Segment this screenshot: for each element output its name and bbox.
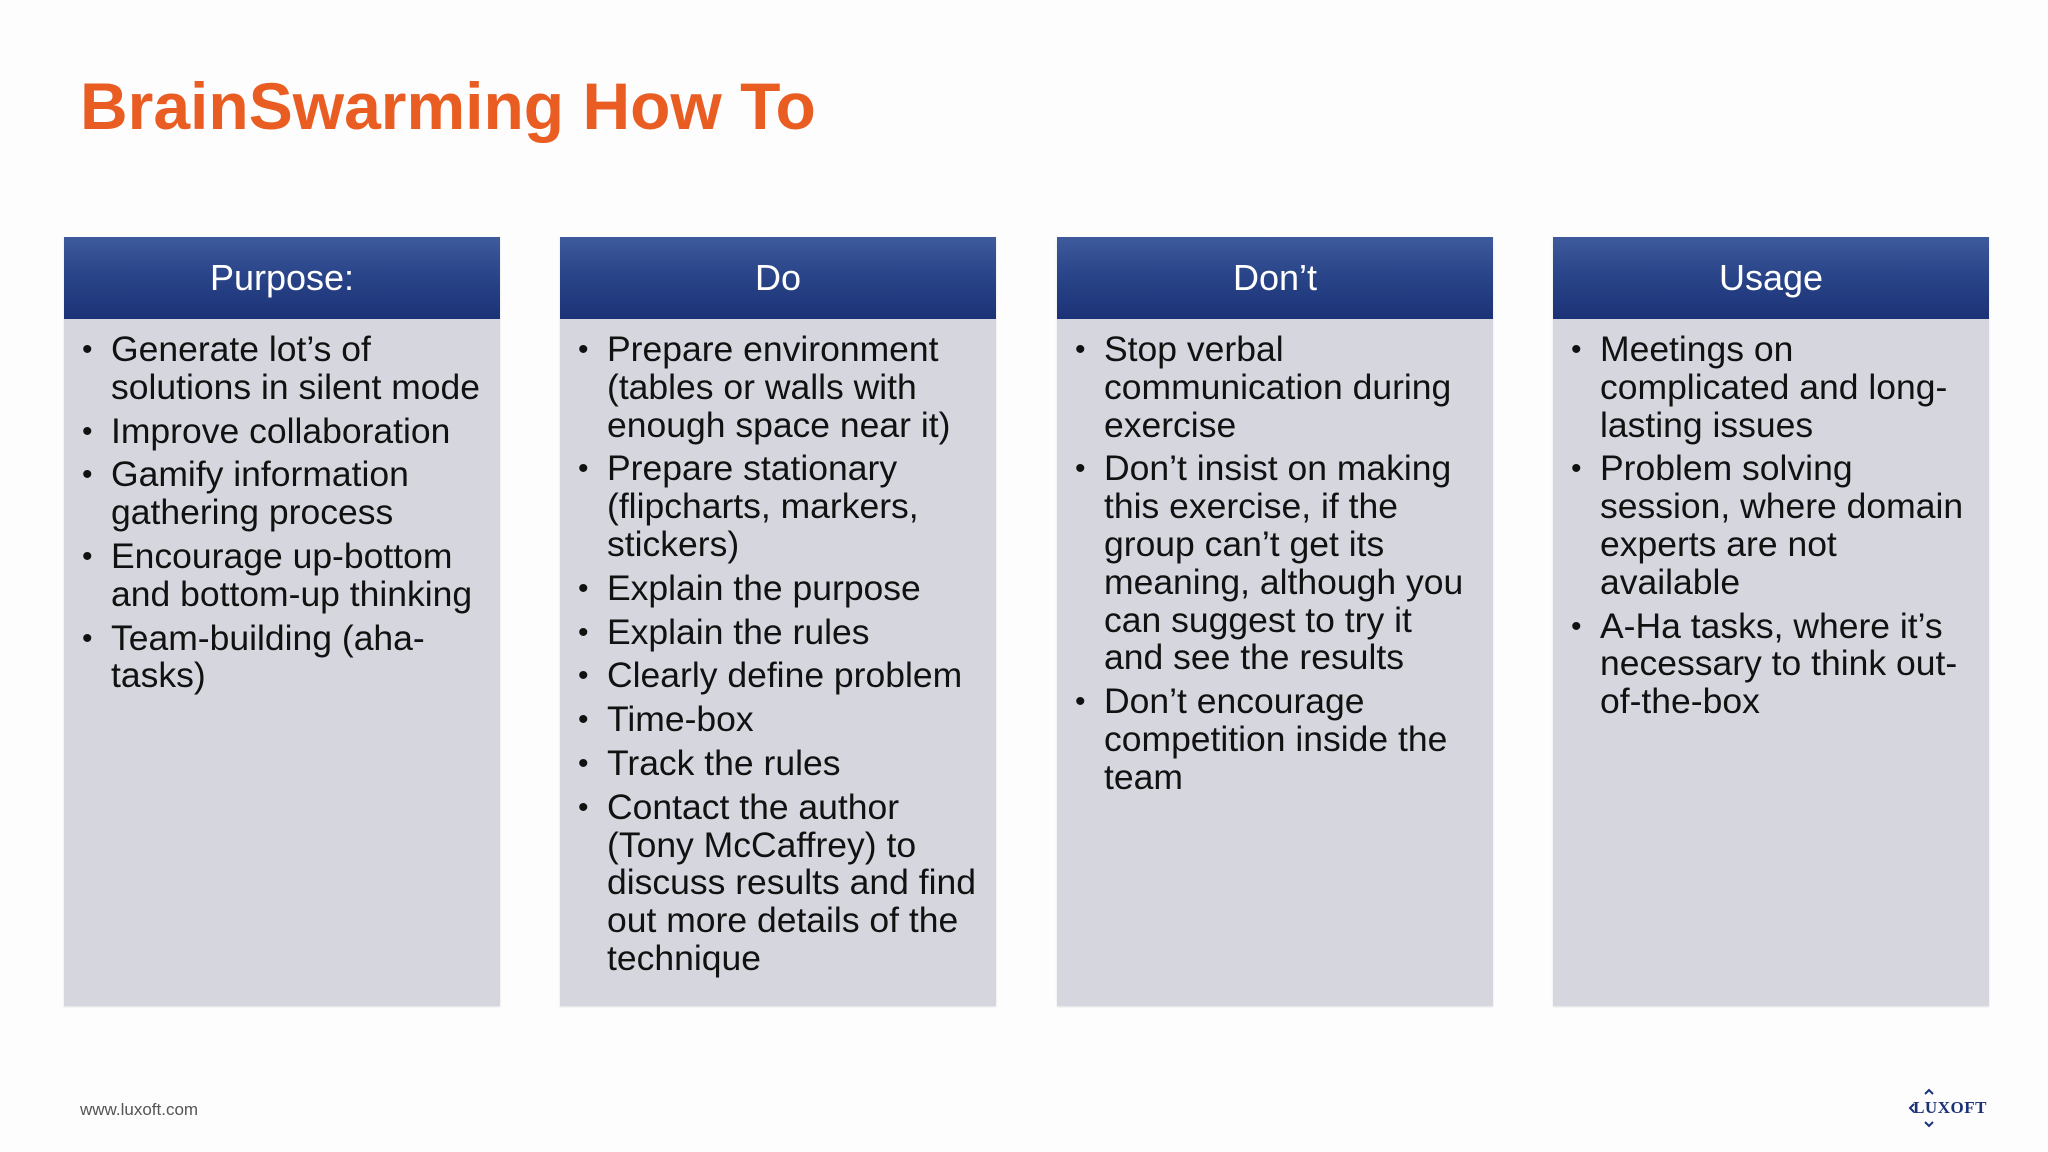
list-item: • Don’t encourage competition inside the team (1075, 683, 1479, 796)
column-header-usage: Usage (1553, 237, 1989, 319)
list-item: • Time-box (578, 701, 982, 739)
column-purpose (64, 237, 500, 1006)
list-item: • Team-building (aha-tasks) (82, 620, 486, 696)
column-list-dont (1057, 319, 1493, 797)
list-item: • Prepare environment (tables or walls with enough space near it) (578, 331, 982, 444)
column-do (560, 237, 996, 1006)
column-list-do (560, 319, 996, 978)
luxoft-logo (1908, 1086, 1992, 1130)
column-header-do: Do (560, 237, 996, 319)
list-item: • Contact the author (Tony McCaffrey) to discuss results and find out more details of the technique (578, 789, 982, 978)
slide-title: BrainSwarming How To (80, 69, 816, 143)
column-list-usage (1553, 319, 1989, 721)
list-item: • A-Ha tasks, where it’s necessary to think out-of-the-box (1571, 608, 1975, 721)
column-header-dont: Don’t (1057, 237, 1493, 319)
list-item: • Improve collaboration (82, 413, 486, 451)
list-item: • Don’t insist on making this exercise, if the group can’t get its meaning, although you can suggest to try it and see the results (1075, 450, 1479, 677)
list-item: • Gamify information gathering process (82, 456, 486, 532)
list-item: • Prepare stationary (flipcharts, markers, stickers) (578, 450, 982, 563)
list-item: • Explain the purpose (578, 570, 982, 608)
column-header-purpose: Purpose: (64, 237, 500, 319)
list-item: • Stop verbal communication during exercise (1075, 331, 1479, 444)
list-item: • Generate lot’s of solutions in silent mode (82, 331, 486, 407)
logo-text: LUXOFT (1913, 1098, 1987, 1117)
list-item: • Explain the rules (578, 614, 982, 652)
column-list-purpose (64, 319, 500, 695)
footer-url: www.luxoft.com (80, 1100, 199, 1119)
list-item: • Encourage up-bottom and bottom-up thinking (82, 538, 486, 614)
list-item: • Meetings on complicated and long-lasting issues (1571, 331, 1975, 444)
column-usage (1553, 237, 1989, 1006)
list-item: • Clearly define problem (578, 657, 982, 695)
column-dont (1057, 237, 1493, 1006)
list-item: • Problem solving session, where domain experts are not available (1571, 450, 1975, 601)
list-item: • Track the rules (578, 745, 982, 783)
